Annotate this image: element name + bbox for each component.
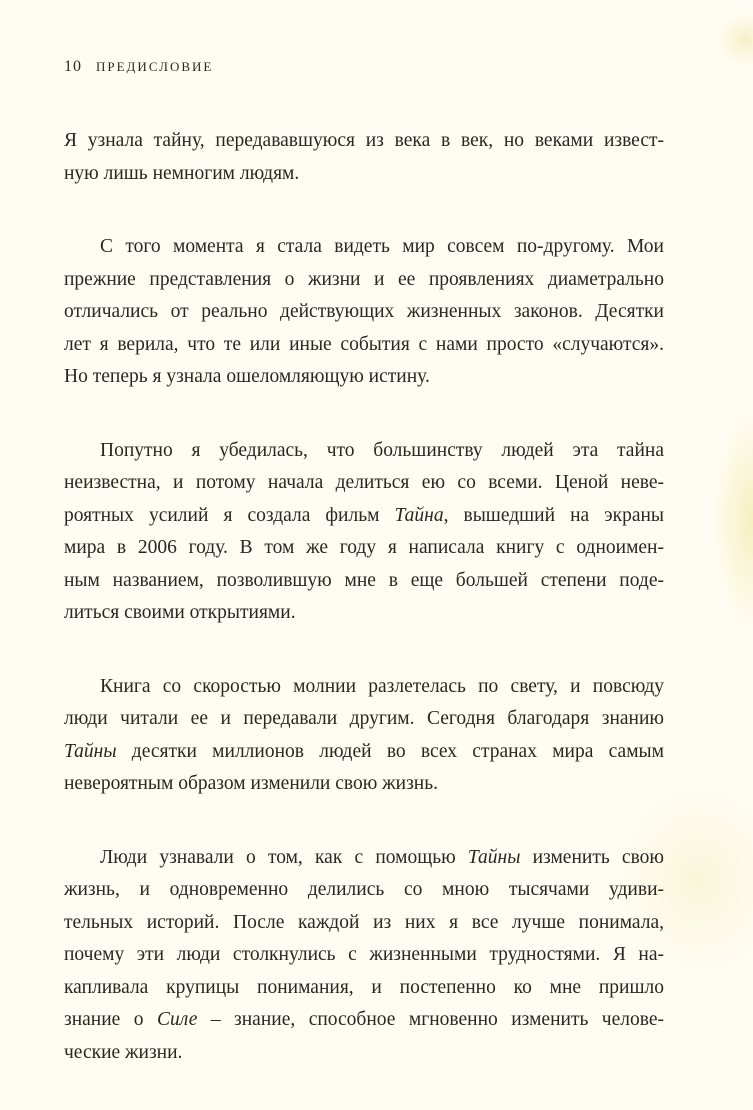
text-line: люди читали ее и передавали другим. Сегодня благодаря знанию [64,708,664,729]
text-line: Люди узнавали о том, как с помощью Тайны изменить свою [100,846,664,868]
paragraph [64,125,664,190]
text-line: жизнь, и одновременно делились со мною тысячами удиви- [64,879,664,900]
text-line: Попутно я убедилась, что большинству людей эта тайна [100,439,664,461]
page-number: 10 [64,58,82,75]
text-line: мира в 2006 году. В том же году я написала книгу с одноимен- [64,537,664,558]
text-line: прежние представления о жизни и ее проявлениях диаметрально [64,268,664,290]
text-line: знание о Силе – знание, способное мгновенно изменить челове- [64,1009,664,1030]
text-line: С того момента я стала видеть мир совсем по-другому. Мои [100,236,664,257]
text-line: невероятным образом изменили свою жизнь. [64,773,438,794]
text-line: неизвестна, и потому начала делиться ею со всеми. Ценой неве- [64,472,664,493]
paragraph [64,671,664,801]
text-line: Книга со скоростью молнии разлетелась по свету, и повсюду [100,675,664,697]
body-text [64,125,664,1110]
text-line: тельных историй. После каждой из них я все лучше понимала, [64,911,664,933]
text-line: литься своими открытиями. [64,602,296,623]
section-title: ПРЕДИСЛОВИЕ [96,59,214,74]
paragraph [64,435,664,630]
text-line: Тайны десятки миллионов людей во всех странах мира самым [64,740,664,762]
text-line: капливала крупицы понимания, и постепенно ко мне пришло [64,976,664,998]
text-line: ческие жизни. [64,1041,183,1063]
italic-title: Тайны [64,740,117,762]
text-line: ную лишь немногим людям. [64,162,300,184]
text-line: роятных усилий я создала фильм Тайна, вышедший на экраны [64,504,665,526]
text-line: Я узнала тайну, передававшуюся из века в век, но веками извест- [64,130,664,151]
text-line: почему эти люди столкнулись с жизненными трудностями. Я на- [64,944,664,965]
italic-title: Тайны [467,846,521,868]
paragraph [64,842,664,1070]
text-line: Но теперь я узнала ошеломляющую истину. [64,366,430,387]
italic-title: Силе [156,1009,198,1030]
running-head [64,58,213,76]
italic-title: Тайна [394,504,444,526]
paragraph [64,231,664,394]
text-line: отличались от реально действующих жизненных законов. Десятки [64,301,664,322]
text-line: ным названием, позволившую мне в еще большей степени поде- [64,569,664,591]
text-line: лет я верила, что те или иные события с нами просто «случаются». [64,333,664,355]
